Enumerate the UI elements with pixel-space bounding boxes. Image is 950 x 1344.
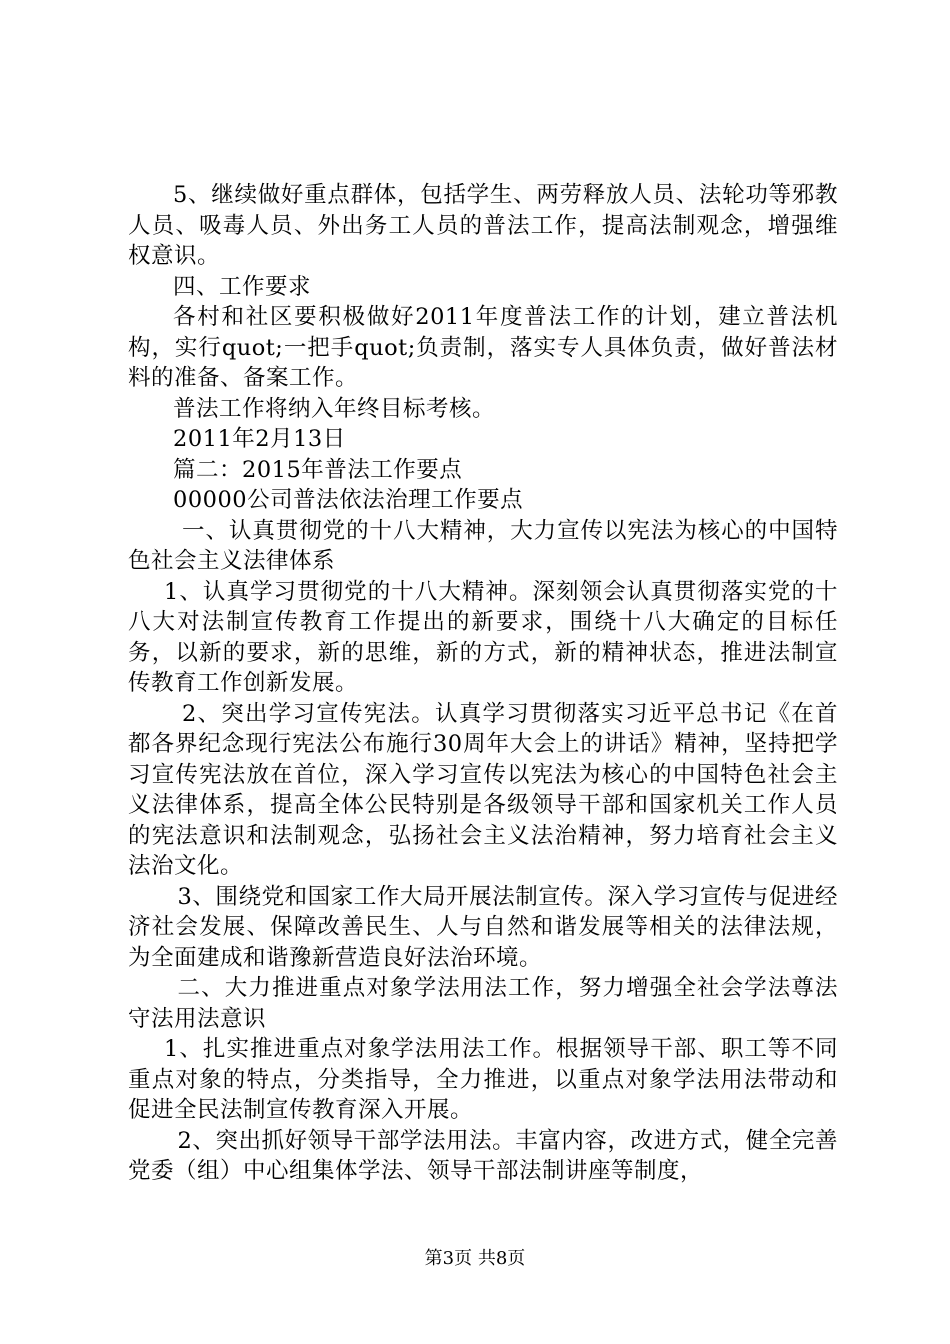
chapter-title: 篇二：2015年普法工作要点 bbox=[173, 456, 463, 483]
document-body bbox=[128, 180, 838, 1187]
section-heading-work-requirements: 四、工作要求 bbox=[173, 273, 312, 300]
paragraph-item5: 5、继续做好重点群体，包括学生、两劳释放人员、法轮功等邪教人员、吸毒人员、外出务工人员的普法工作，提高法制观念，增强维权意识。 bbox=[128, 182, 838, 269]
paragraph-1-1: 1、认真学习贯彻党的十八大精神。深刻领会认真贯彻落实党的十八大对法制宣传教育工作提出的新要求，围绕十八大确定的目标任务，以新的要求，新的思维，新的方式，新的精神状态，推进法制宣传教育工作创新发展。 bbox=[128, 578, 838, 696]
paragraph-assessment: 普法工作将纳入年终目标考核。 bbox=[173, 395, 496, 422]
paragraph-2-1: 1、扎实推进重点对象学法用法工作。根据领导干部、职工等不同重点对象的特点，分类指导，全力推进，以重点对象学法用法带动和促进全民法制宣传教育深入开展。 bbox=[128, 1036, 838, 1123]
date-line: 2011年2月13日 bbox=[173, 426, 346, 452]
page-footer: 第3页 共8页 bbox=[424, 1248, 526, 1269]
section-heading-two: 二、大力推进重点对象学法用法工作，努力增强全社会学法尊法守法用法意识 bbox=[128, 975, 838, 1032]
paragraph-2-2: 2、突出抓好领导干部学法用法。丰富内容，改进方式，健全完善党委（组）中心组集体学法、领导干部法制讲座等制度， bbox=[128, 1127, 838, 1184]
section-heading-one: 一、认真贯彻党的十八大精神，大力宣传以宪法为核心的中国特色社会主义法律体系 bbox=[128, 517, 838, 574]
company-title: 00000公司普法依法治理工作要点 bbox=[173, 487, 524, 513]
paragraph-1-3: 3、围绕党和国家工作大局开展法制宣传。深入学习宣传与促进经济社会发展、保障改善民生、人与自然和谐发展等相关的法律法规，为全面建成和谐豫新营造良好法治环境。 bbox=[128, 883, 838, 971]
paragraph-1-2: 2、突出学习宣传宪法。认真学习贯彻落实习近平总书记《在首都各界纪念现行宪法公布施行30周年大会上的讲话》精神，坚持把学习宣传宪法放在首位，深入学习宣传以宪法为核心的中国特色社会主义法律体系，提高全体公民特别是各级领导干部和国家机关工作人员的宪法意识和法制观念，弘扬社会主义法治精神，努力培育社会主义法治文化。 bbox=[128, 700, 838, 879]
paragraph-requirements: 各村和社区要积极做好2011年度普法工作的计划，建立普法机构，实行quot;一把手quot;负责制，落实专人具体负责，做好普法材料的准备、备案工作。 bbox=[128, 304, 838, 391]
